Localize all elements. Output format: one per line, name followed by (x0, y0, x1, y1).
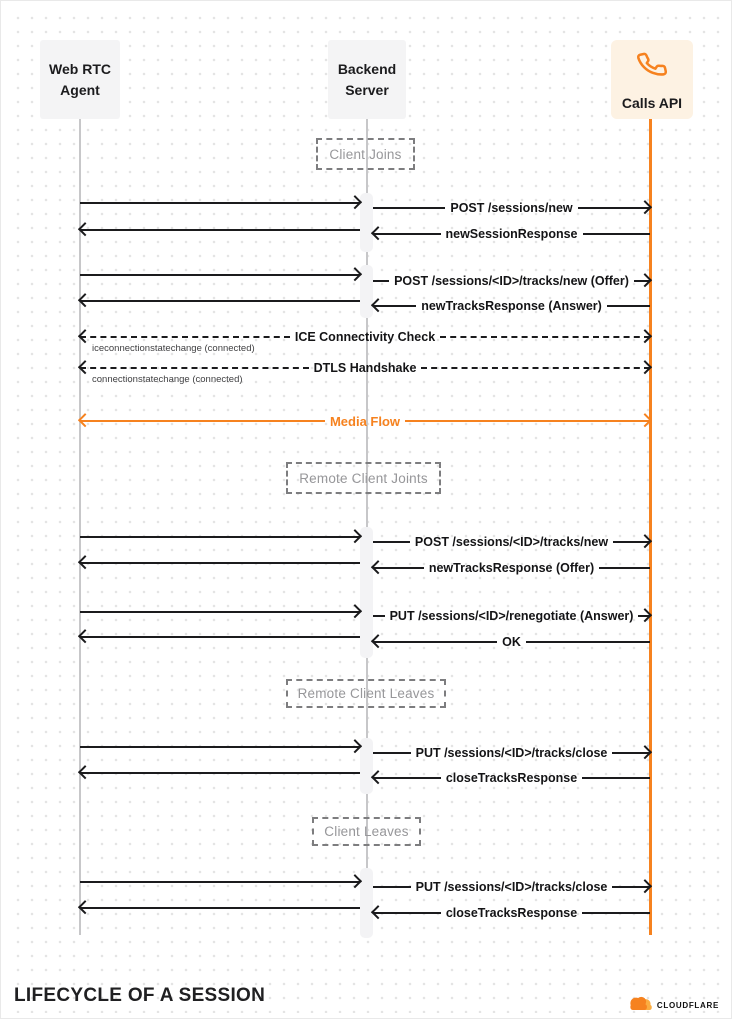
arrow-line (405, 420, 650, 422)
arrowhead-right-icon (638, 200, 652, 214)
actor-webrtc-agent (40, 40, 120, 119)
phase-client-leaves (312, 817, 421, 846)
arrow-line (373, 641, 497, 643)
arrow-line (373, 541, 410, 543)
arrow-backend-to-webrtc (80, 900, 360, 916)
arrow-line (80, 772, 360, 774)
arrow-label: POST /sessions/<ID>/tracks/new (414, 535, 609, 549)
arrow-line (80, 420, 325, 422)
arrow-line (80, 367, 309, 369)
arrow-post-sessions-new (373, 200, 650, 216)
arrow-label: newSessionResponse (445, 227, 578, 241)
arrowhead-right-icon (638, 273, 652, 287)
arrowhead-left-icon (78, 413, 92, 427)
arrow-line (80, 536, 360, 538)
arrow-line (80, 336, 290, 338)
ice-state-note: iceconnectionstatechange (connected) (92, 343, 255, 354)
arrow-put-renegotiate-answer (373, 608, 650, 624)
arrowhead-right-icon (638, 534, 652, 548)
arrow-line (373, 886, 411, 888)
arrow-post-tracks-new-offer (373, 273, 650, 289)
arrow-line (80, 300, 360, 302)
arrow-line (373, 752, 411, 754)
actor-calls-api-label: Calls API (621, 95, 683, 111)
arrow-label: newTracksResponse (Offer) (428, 561, 595, 575)
cloudflare-cloud-icon (627, 994, 654, 1016)
arrow-webrtc-to-backend (80, 874, 360, 890)
activation-bar (360, 527, 373, 658)
cloudflare-wordmark: CLOUDFLARE (656, 1000, 719, 1010)
arrowhead-left-icon (78, 900, 92, 914)
arrow-label: ICE Connectivity Check (294, 330, 436, 344)
arrow-label: POST /sessions/new (450, 201, 573, 215)
arrowhead-left-icon (371, 770, 385, 784)
arrowhead-right-icon (638, 329, 652, 343)
phase-remote-client-joins (286, 462, 441, 494)
connection-state-note: connectionstatechange (connected) (92, 374, 243, 385)
arrowhead-right-icon (638, 879, 652, 893)
arrow-close-tracks-response (373, 770, 650, 786)
arrowhead-right-icon (638, 360, 652, 374)
phase-client-joins (316, 138, 415, 170)
activation-bar (360, 868, 373, 938)
arrow-backend-to-webrtc (80, 765, 360, 781)
actor-webrtc-agent-label: Web RTC Agent (49, 61, 111, 98)
arrowhead-left-icon (371, 226, 385, 240)
arrow-label: PUT /sessions/<ID>/tracks/close (415, 880, 608, 894)
arrow-post-tracks-new (373, 534, 650, 550)
arrowhead-right-icon (348, 267, 362, 281)
arrow-line (80, 274, 360, 276)
arrow-line (373, 280, 389, 282)
arrow-line (80, 746, 360, 748)
arrowhead-right-icon (348, 195, 362, 209)
arrow-ok-response (373, 634, 650, 650)
arrow-line (80, 636, 360, 638)
arrowhead-right-icon (348, 739, 362, 753)
arrow-label: newTracksResponse (Answer) (421, 299, 602, 313)
arrowhead-left-icon (371, 634, 385, 648)
activation-bar (360, 265, 373, 318)
arrow-label: PUT /sessions/<ID>/tracks/close (415, 746, 608, 760)
arrow-line (373, 207, 445, 209)
arrow-line (599, 567, 650, 569)
activation-bar (360, 738, 373, 794)
arrowhead-left-icon (371, 560, 385, 574)
arrow-webrtc-to-backend (80, 195, 360, 211)
phase-remote-client-leaves-label: Remote Client Leaves (297, 686, 435, 701)
arrow-backend-to-webrtc (80, 293, 360, 309)
arrow-line (526, 641, 650, 643)
arrowhead-left-icon (371, 298, 385, 312)
arrowhead-right-icon (638, 745, 652, 759)
arrow-line (80, 907, 360, 909)
arrow-line (373, 615, 385, 617)
arrow-line (80, 229, 360, 231)
actor-calls-api (611, 40, 693, 119)
actor-backend-server (328, 40, 406, 119)
arrow-line (80, 881, 360, 883)
arrow-line (582, 777, 650, 779)
phase-client-leaves-label: Client Leaves (324, 824, 409, 839)
arrow-backend-to-webrtc (80, 222, 360, 238)
arrow-label: closeTracksResponse (445, 906, 578, 920)
arrow-line (80, 202, 360, 204)
arrow-label: POST /sessions/<ID>/tracks/new (Offer) (394, 274, 629, 288)
arrowhead-left-icon (78, 629, 92, 643)
arrowhead-left-icon (371, 905, 385, 919)
arrowhead-left-icon (78, 360, 92, 374)
arrow-label: closeTracksResponse (445, 771, 578, 785)
arrow-webrtc-to-backend (80, 604, 360, 620)
arrow-line (421, 367, 650, 369)
arrowhead-left-icon (78, 555, 92, 569)
arrowhead-left-icon (78, 222, 92, 236)
arrowhead-left-icon (78, 293, 92, 307)
arrow-label: DTLS Handshake (313, 361, 417, 375)
arrowhead-right-icon (348, 604, 362, 618)
phase-client-joins-label: Client Joins (329, 146, 402, 162)
arrowhead-right-icon (348, 529, 362, 543)
arrow-new-tracks-response-offer (373, 560, 650, 576)
phase-remote-client-joins-label: Remote Client Joints (299, 470, 428, 486)
arrowhead-right-icon (348, 874, 362, 888)
arrow-put-tracks-close (373, 745, 650, 761)
arrow-backend-to-webrtc (80, 555, 360, 571)
arrow-line (80, 611, 360, 613)
lifeline-webrtc-agent (79, 119, 81, 935)
cloudflare-logo (627, 994, 719, 1016)
arrow-label: Media Flow (329, 413, 401, 429)
arrow-media-flow (80, 413, 650, 429)
arrow-put-tracks-close (373, 879, 650, 895)
arrow-webrtc-to-backend (80, 739, 360, 755)
arrow-backend-to-webrtc (80, 629, 360, 645)
arrowhead-left-icon (78, 329, 92, 343)
arrowhead-left-icon (78, 765, 92, 779)
arrowhead-right-icon (638, 413, 652, 427)
arrow-line (80, 562, 360, 564)
arrow-line (583, 233, 651, 235)
phone-icon (634, 47, 669, 87)
arrowhead-right-icon (638, 608, 652, 622)
page-title: LIFECYCLE OF A SESSION (14, 985, 266, 1006)
arrow-label: PUT /sessions/<ID>/renegotiate (Answer) (389, 609, 634, 623)
arrow-new-session-response (373, 226, 650, 242)
arrow-webrtc-to-backend (80, 267, 360, 283)
arrow-line (440, 336, 650, 338)
arrow-new-tracks-response-answer (373, 298, 650, 314)
phase-remote-client-leaves (286, 679, 446, 708)
arrow-close-tracks-response (373, 905, 650, 921)
arrow-webrtc-to-backend (80, 529, 360, 545)
arrow-line (607, 305, 650, 307)
actor-backend-server-label: Backend Server (337, 61, 397, 98)
arrow-line (582, 912, 650, 914)
arrow-label: OK (502, 635, 521, 649)
